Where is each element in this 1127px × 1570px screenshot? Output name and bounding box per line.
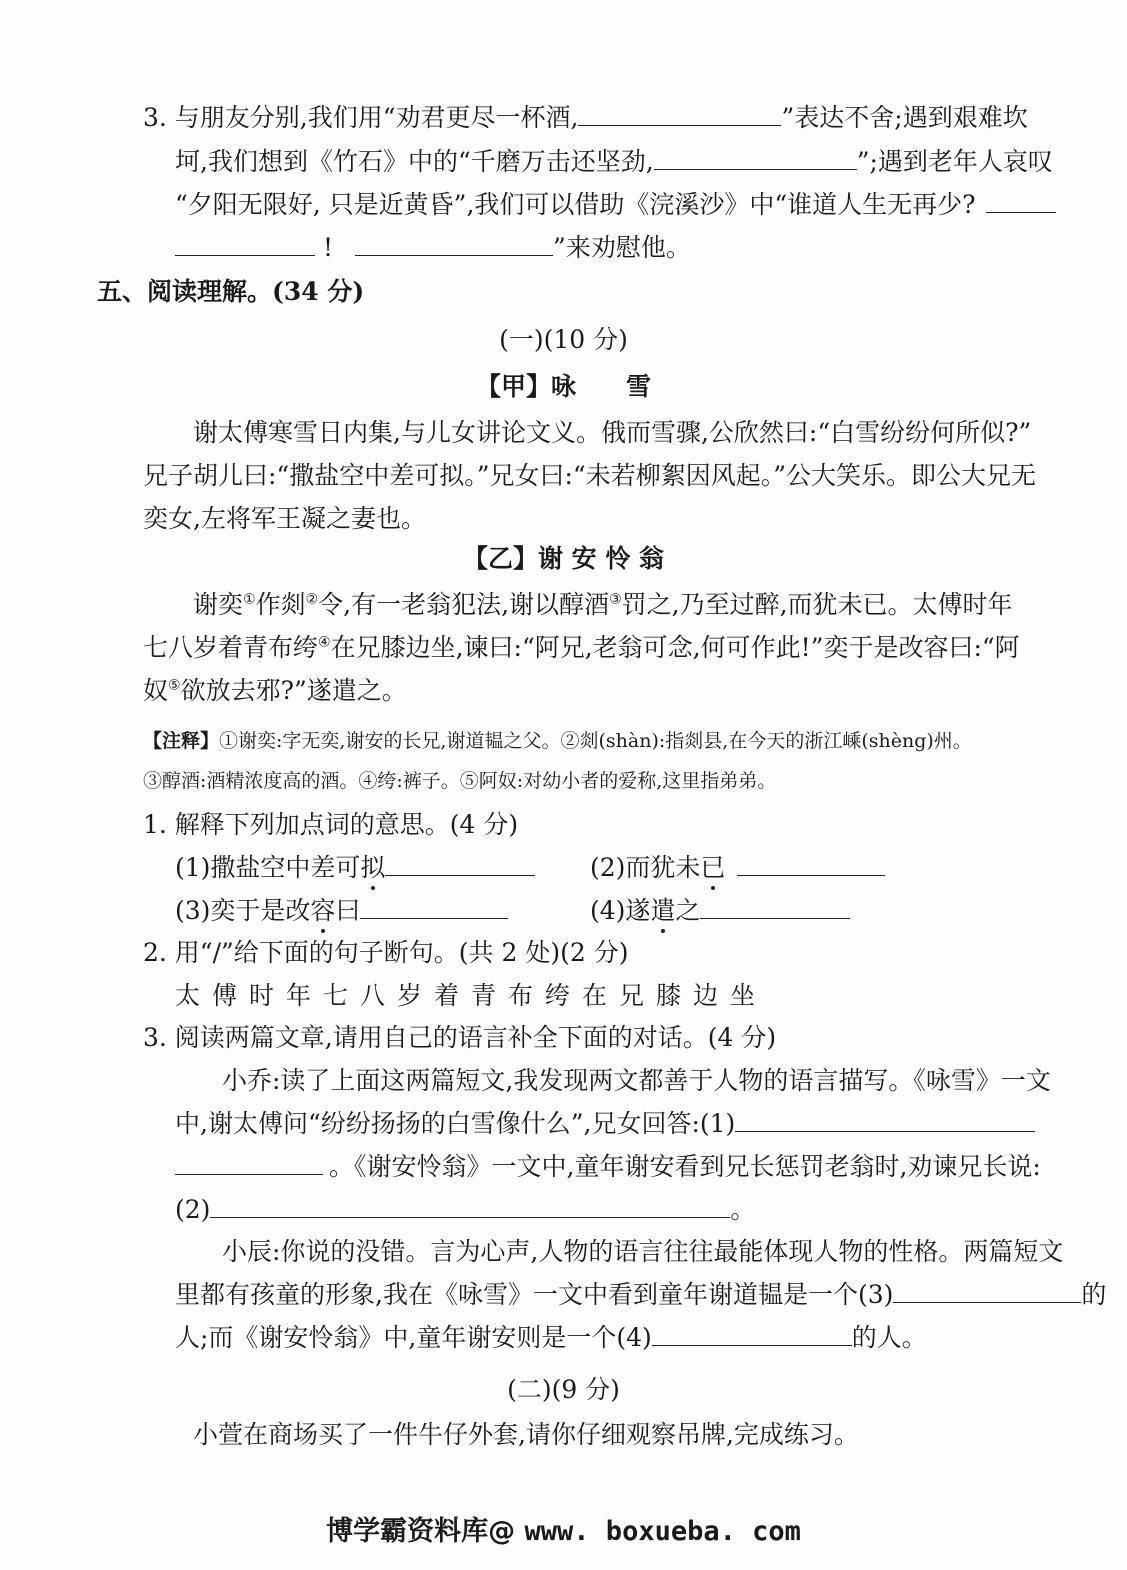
item-text: 之	[675, 896, 701, 925]
annotation-label: 【注释】	[143, 730, 220, 752]
fill-q3-text: ”;遇到老年人哀叹	[856, 147, 1053, 176]
footer-watermark	[0, 1517, 1127, 1547]
dialogue-text: 人;而《谢安怜翁》中,童年谢安则是一个(4)	[175, 1323, 652, 1352]
passage-yi-line	[143, 633, 1020, 663]
annotation-text: ①谢奕:字无奕,谢安的长兄,谢道韫之父。②剡(shàn):指剡县,在今天的浙江嵊(shèng)州。	[219, 730, 972, 752]
passage-text: 在兄膝边坐,谏曰:“阿兄,老翁可念,何可作此!”奕于是改容曰:“阿	[330, 633, 1020, 662]
dialogue-line	[175, 1109, 1035, 1139]
passage-text: 作剡	[255, 590, 306, 619]
question-2-sentence[interactable]: 太傅时年七八岁着青布绔在兄膝边坐	[175, 981, 768, 1010]
passage-jia-title: 【甲】咏 雪	[475, 372, 651, 401]
fill-q3-line4	[175, 233, 691, 263]
footer-url: www. boxueba. com	[524, 1516, 801, 1547]
fill-q3-line3	[175, 190, 1056, 220]
passage-text: 奴	[143, 676, 169, 705]
dialogue-text: 的人。	[851, 1323, 927, 1352]
answer-blank[interactable]	[735, 1109, 1035, 1132]
part1-heading: (一)(10 分)	[499, 325, 628, 354]
answer-blank[interactable]	[355, 233, 553, 256]
dialogue-text: (2)	[175, 1195, 211, 1224]
item-text: (2)而犹未	[590, 853, 701, 882]
footnote-marker: ④	[318, 634, 331, 651]
answer-blank[interactable]	[578, 103, 781, 126]
exclamation-mark: !	[323, 233, 334, 262]
answer-blank[interactable]	[360, 896, 508, 919]
passage-jia-line: 谢太傅寒雪日内集,与儿女讲论文义。俄而雪骤,公欣然曰:“白雪纷纷何所似?”	[193, 418, 1032, 447]
fill-q3-text: ”表达不舍;遇到艰难坎	[781, 103, 1028, 132]
dialogue-text: 中,谢太傅问“纷纷扬扬的白雪像什么”,兄女回答:(1)	[175, 1109, 736, 1138]
fill-q3-text: ”来劝慰他。	[553, 233, 691, 262]
passage-yi-title: 【乙】谢 安 怜 翁	[462, 544, 665, 573]
passage-text: 谢奕	[193, 590, 244, 619]
part2-heading: (二)(9 分)	[507, 1375, 620, 1404]
part2-intro: 小萱在商场买了一件牛仔外套,请你仔细观察吊牌,完成练习。	[193, 1420, 859, 1449]
answer-blank[interactable]	[210, 1195, 730, 1218]
fill-q3-text: 坷,我们想到《竹石》中的“千磨万击还坚劲,	[175, 147, 654, 176]
footnote-marker: ⑤	[168, 677, 181, 694]
dotted-word: 容	[310, 896, 336, 925]
passage-text: 七八岁着青布绔	[143, 633, 319, 662]
item-text: (3)奕于是改	[175, 896, 311, 925]
passage-yi-line	[143, 676, 407, 706]
dialogue-line	[175, 1323, 927, 1353]
passage-text: 令,有一老翁犯法,谢以醇酒	[318, 590, 610, 619]
answer-blank[interactable]	[175, 1152, 323, 1175]
item-text: 曰	[335, 896, 361, 925]
fill-q3-line1	[143, 103, 1028, 133]
footnote-marker: ②	[305, 591, 319, 608]
question-1-item-1	[175, 853, 535, 883]
answer-blank[interactable]	[700, 896, 850, 919]
footnote-marker: ③	[609, 591, 622, 608]
item-text: (4)遂	[590, 896, 651, 925]
question-1-item-2	[590, 853, 885, 883]
question-3-stem: 3. 阅读两篇文章,请用自己的语言补全下面的对话。(4 分)	[143, 1023, 777, 1052]
dotted-word: 已	[700, 853, 726, 882]
fill-q3-line2	[175, 147, 1053, 177]
answer-blank[interactable]	[385, 853, 535, 876]
answer-blank[interactable]	[737, 853, 885, 876]
question-2-stem: 2. 用“/”给下面的句子断句。(共 2 处)(2 分)	[143, 938, 629, 967]
section-heading: 五、阅读理解。(34 分)	[97, 277, 365, 306]
answer-blank[interactable]	[986, 190, 1056, 213]
footnote-marker: ①	[243, 591, 256, 608]
answer-blank[interactable]	[652, 1323, 852, 1346]
answer-blank[interactable]	[654, 147, 857, 170]
passage-text: 罚之,乃至过醉,而犹未已。太傅时年	[621, 590, 1013, 619]
passage-jia-line: 奕女,左将军王凝之妻也。	[143, 504, 426, 533]
question-1-stem: 1. 解释下列加点词的意思。(4 分)	[143, 810, 519, 839]
dialogue-line	[175, 1152, 1041, 1182]
answer-blank[interactable]	[893, 1280, 1081, 1303]
dialogue-text: 里都有孩童的形象,我在《咏雪》一文中看到童年谢道韫是一个(3)	[175, 1280, 894, 1309]
dialogue-line: 小乔:读了上面这两篇短文,我发现两文都善于人物的语言描写。《咏雪》一文	[222, 1066, 1051, 1095]
dialogue-line	[175, 1195, 755, 1225]
dotted-word: 遣	[650, 896, 676, 925]
passage-text: 欲放去邪?”遂遣之。	[180, 676, 407, 705]
dotted-word: 拟	[360, 853, 386, 882]
passage-jia-line: 兄子胡儿曰:“撒盐空中差可拟。”兄女曰:“未若柳絮因风起。”公大笑乐。即公大兄无	[143, 461, 1036, 490]
dialogue-text: 。	[730, 1195, 756, 1224]
item-text: (1)撒盐空中差可	[175, 853, 361, 882]
annotation-line	[143, 728, 972, 754]
dialogue-line	[175, 1280, 1106, 1310]
question-1-item-4	[590, 896, 850, 926]
annotation-line: ③醇酒:酒精浓度高的酒。④绔:裤子。⑤阿奴:对幼小者的爱称,这里指弟弟。	[143, 770, 777, 792]
fill-q3-text: 3. 与朋友分别,我们用“劝君更尽一杯酒,	[143, 103, 579, 132]
question-1-item-3	[175, 896, 508, 926]
answer-blank[interactable]	[175, 233, 315, 256]
passage-yi-line	[193, 590, 1013, 620]
fill-q3-text: “夕阳无限好, 只是近黄昏”,我们可以借助《浣溪沙》中“谁道人生无再少?	[175, 190, 976, 219]
dialogue-text: 的	[1081, 1280, 1107, 1309]
footer-brand: 博学霸资料库@	[326, 1516, 525, 1547]
dialogue-line: 小辰:你说的没错。言为心声,人物的语言往往最能体现人物的性格。两篇短文	[222, 1237, 1064, 1266]
dialogue-text: 。《谢安怜翁》一文中,童年谢安看到兄长惩罚老翁时,劝谏兄长说:	[329, 1152, 1041, 1181]
